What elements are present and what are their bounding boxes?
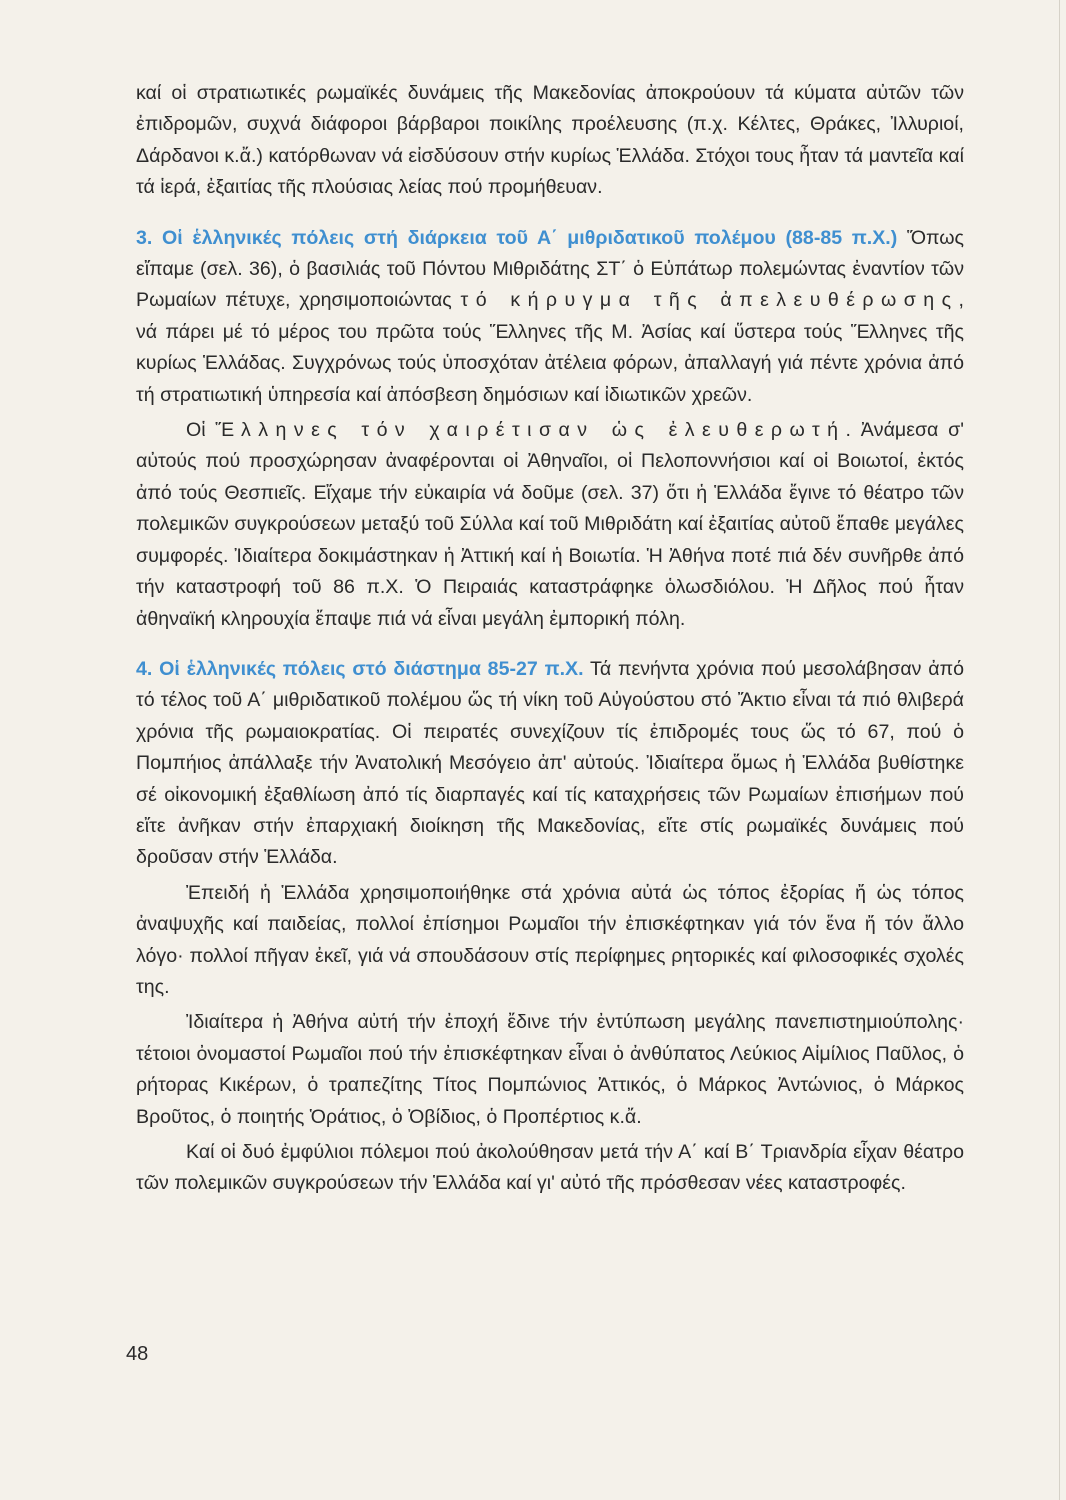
section-3-p2-text-a: Οἱ — [186, 419, 216, 442]
section-4-paragraph-1 — [136, 654, 964, 874]
page-edge-line — [1059, 0, 1060, 1500]
intro-paragraph: καί οἱ στρατιωτικές ρωμαϊκές δυνάμεις τῆς Μακεδονίας ἀποκρούουν τά κύματα αὐτῶν τῶν ἐπιδρομῶν, συχνά διάφοροι βάρβαροι ποικίλης προέλευσης (π.χ. Κέλτες, Θράκες, Ἰλλυριοί, Δάρδανοι κ.ἄ.) κατόρθωναν νά εἰσδύσουν στήν κυρίως Ἑλλάδα. Στόχοι τους ἦταν τά μαντεῖα καί τά ἱερά, ἐξαιτίας τῆς πλούσιας λείας πού προμήθευαν. — [136, 82, 964, 199]
section-3-paragraph-2 — [136, 415, 964, 635]
section-3-text-b: , νά πάρει μέ τό μέρος του πρῶτα τούς Ἕλληνες τῆς Μ. Ἀσίας καί ὕστερα τούς Ἕλληνες τῆς κυρίως Ἑλλάδας. Συγχρόνως τούς ὑποσχόταν ἀτέλεια φόρων, ἀπαλλαγή γιά πέντε χρόνια ἀπό τή στρατιωτική ὑπηρεσία καί ἀπόσβεση δημόσιων καί ἰδιωτικῶν χρεῶν. — [136, 289, 964, 406]
section-4-paragraph-3: Ἰδιαίτερα ἡ Ἀθήνα αὐτή τήν ἐποχή ἔδινε τήν ἐντύπωση μεγάλης πανεπιστημιούπολης· τέτοιοι ὀνομαστοί Ρωμαῖοι πού τήν ἐπισκέφτηκαν εἶναι ὁ ἀνθύπατος Λεύκιος Αἰμίλιος Παῦλος, ὁ ρήτορας Κικέρων, ὁ τραπεζίτης Τίτος Πομπώνιος Ἀττικός, ὁ Μάρκος Ἀντώνιος, ὁ Μάρκος Βροῦτος, ὁ ποιητής Ὁράτιος, ὁ Ὀβίδιος, ὁ Προπέρτιος κ.ἄ. — [136, 1011, 964, 1128]
page-number: 48 — [126, 1343, 149, 1365]
section-4-heading: 4. Οἱ ἑλληνικές πόλεις στό διάστημα 85-27 π.Χ. — [136, 657, 584, 680]
section-3-heading: 3. Οἱ ἑλληνικές πόλεις στή διάρκεια τοῦ Α΄ μιθριδατικοῦ πολέμου (88-85 π.Χ.) — [136, 226, 898, 249]
section-4-paragraph-4: Καί οἱ δυό ἐμφύλιοι πόλεμοι πού ἀκολούθησαν μετά τήν Α΄ καί Β΄ Τριανδρία εἶχαν θέατρο τῶν πολεμικῶν συγκρούσεων τήν Ἑλλάδα καί γι' αὐτό τῆς πρόσθεσαν νέες καταστροφές. — [136, 1141, 964, 1195]
spacer — [136, 204, 964, 223]
section-3-p2-text-b: . Ἀνάμεσα σ' αὐτούς πού προσχώρησαν ἀναφέρονται οἱ Ἀθηναῖοι, οἱ Πελοποννήσιοι καί οἱ Βοιωτοί, ἐκτός ἀπό τούς Θεσπιεῖς. Εἴχαμε τήν εὐκαιρία νά δοῦμε (σελ. 37) ὅτι ἡ Ἑλλάδα ἔγινε τό θέατρο τῶν πολεμικῶν συγκρούσεων μεταξύ τοῦ Σύλλα καί τοῦ Μιθριδάτη καί ἐξαιτίας αὐτοῦ ἔπαθε μεγάλες συμφορές. Ἰδιαίτερα δοκιμάστηκαν ἡ Ἀττική καί ἡ Βοιωτία. Ἡ Ἀθήνα ποτέ πιά δέν συνῆρθε ἀπό τήν καταστροφή τοῦ 86 π.Χ. Ὁ Πειραιάς καταστράφηκε ὁλωσδιόλου. Ἡ Δῆλος πού ἦταν ἀθηναϊκή κληρουχία ἔπαψε πιά νά εἶναι μεγάλη ἐμπορική πόλη. — [136, 419, 964, 630]
section-4-paragraph-2: Ἐπειδή ἡ Ἑλλάδα χρησιμοποιήθηκε στά χρόνια αὐτά ὡς τόπος ἐξορίας ἤ ὡς τόπος ἀναψυχῆς καί παιδείας, πολλοί ἐπίσημοι Ρωμαῖοι τήν ἐπισκέφτηκαν γιά τόν ἕνα ἤ τόν ἄλλο λόγο· πολλοί πῆγαν ἐκεῖ, γιά νά σπουδάσουν στίς περίφημες ρητορικές καί φιλοσοφικές σχολές της. — [136, 881, 964, 998]
section-3-spaced-text: τό κήρυγμα τῆς ἀπελευθέρωσης — [460, 289, 959, 312]
spacer — [136, 635, 964, 654]
section-3-text-a: Ὅπως εἴπαμε (σελ. 36), ὁ βασιλιάς τοῦ Πόντου Μιθριδάτης ΣΤ΄ ὁ Εὐπάτωρ πολεμώντας ἐναντίον τῶν Ρωμαίων πέτυχε, χρησιμοποιώντας — [136, 226, 964, 312]
section-3-p2-spaced-text: Ἕλληνες τόν χαιρέτισαν ὡς ἐλευθερωτή — [215, 419, 846, 442]
section-4-text: Τά πενήντα χρόνια πού μεσολάβησαν ἀπό τό τέλος τοῦ Α΄ μιθριδατικοῦ πολέμου ὥς τή νίκη τοῦ Αὐγούστου στό Ἄκτιο εἶναι τά πιό θλιβερά χρόνια τῆς ρωμαιοκρατίας. Οἱ πειρατές συνεχίζουν τίς ἐπιδρομές τους ὥς τό 67, πού ὁ Πομπήιος ἀπάλλαξε τήν Ἀνατολική Μεσόγειο ἀπ' αὐτούς. Ἰδιαίτερα ὅμως ἡ Ἑλλάδα βυθίστηκε σέ οἰκονομική ἐξαθλίωση ἀπό τίς διαρπαγές καί τίς καταχρήσεις τῶν Ρωμαίων ἐπισήμων πού εἴτε ἀνῆκαν στήν ἐπαρχιακή διοίκηση τῆς Μακεδονίας, εἴτε στίς ρωμαϊκές δυνάμεις πού δροῦσαν στήν Ἑλλάδα. — [136, 657, 964, 869]
page-body — [136, 78, 964, 1200]
section-3-paragraph-1 — [136, 223, 964, 411]
